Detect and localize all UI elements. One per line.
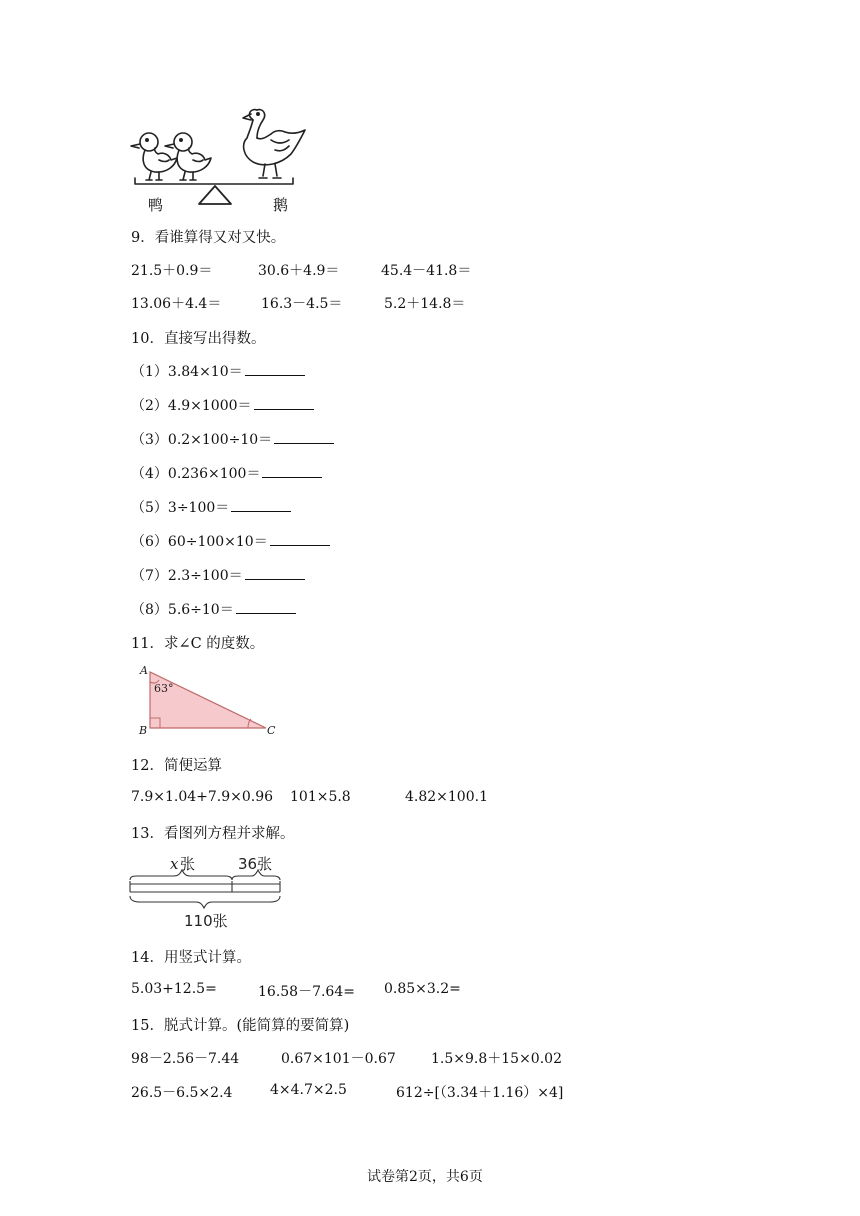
q9-problem: 45.4－41.8＝ — [381, 263, 472, 279]
q9-problem: 13.06＋4.4＝ — [131, 296, 222, 312]
goose-label: 鹅 — [273, 196, 289, 214]
triangle-shape — [150, 672, 266, 728]
segment-diagram — [128, 852, 288, 932]
q9-problem: 30.6＋4.9＝ — [258, 263, 340, 279]
q10-item: （4）0.236×100＝ — [131, 463, 322, 483]
vertex-b-label: B — [139, 724, 148, 737]
q15-problem: 0.67×101－0.67 — [281, 1051, 396, 1067]
duck-label: 鸭 — [148, 196, 164, 214]
q10-item: （1）3.84×10＝ — [131, 361, 305, 381]
q10-item: （2）4.9×1000＝ — [131, 395, 314, 415]
answer-blank[interactable] — [254, 397, 314, 410]
angle-a-value: 63° — [154, 682, 174, 695]
question-15-title: 15．脱式计算。(能简算的要简算) — [131, 1018, 350, 1034]
q15-problem: 26.5－6.5×2.4 — [131, 1085, 233, 1101]
bottom-brace — [130, 896, 280, 908]
goose-icon — [243, 110, 305, 178]
q10-item: （3）0.2×100÷10＝ — [131, 429, 334, 449]
vertex-c-label: C — [267, 724, 276, 737]
question-13-title: 13．看图列方程并求解。 — [131, 826, 295, 842]
q9-problem: 21.5＋0.9＝ — [131, 263, 213, 279]
q14-problem: 0.85×3.2= — [384, 981, 461, 997]
question-9-title: 9．看谁算得又对又快。 — [131, 230, 286, 246]
question-14-title: 14．用竖式计算。 — [131, 950, 251, 966]
question-10-title: 10．直接写出得数。 — [131, 331, 266, 347]
balance-fulcrum — [199, 186, 231, 204]
answer-blank[interactable] — [274, 431, 334, 444]
vertex-a-label: A — [140, 664, 148, 677]
q10-item: （5）3÷100＝ — [131, 497, 291, 517]
answer-blank[interactable] — [262, 465, 322, 478]
right-triangle-figure — [136, 660, 286, 740]
question-12-title: 12．简便运算 — [131, 758, 222, 774]
q12-problem: 101×5.8 — [290, 789, 351, 805]
q15-problem: 612÷[（3.34＋1.16）×4] — [396, 1085, 564, 1101]
q15-problem: 4×4.7×2.5 — [270, 1082, 347, 1098]
q10-item: （8）5.6÷10＝ — [131, 599, 296, 619]
q10-item: （7）2.3÷100＝ — [131, 565, 305, 585]
answer-blank[interactable] — [231, 499, 291, 512]
q15-problem: 98－2.56－7.44 — [131, 1051, 240, 1067]
q15-problem: 1.5×9.8＋15×0.02 — [431, 1051, 562, 1067]
duck-icon — [165, 133, 211, 180]
q12-problem: 4.82×100.1 — [405, 789, 488, 805]
question-11-title: 11．求∠C 的度数。 — [131, 636, 265, 652]
answer-blank[interactable] — [270, 533, 330, 546]
answer-blank[interactable] — [245, 567, 305, 580]
answer-blank[interactable] — [236, 601, 296, 614]
x-variable: x — [170, 855, 179, 873]
duck-icon — [131, 133, 177, 180]
page-footer: 试卷第2页，共6页 — [367, 1169, 483, 1185]
q14-problem: 5.03+12.5= — [131, 981, 217, 997]
q9-problem: 16.3－4.5＝ — [261, 296, 343, 312]
q10-item: （6）60÷100×10＝ — [131, 531, 330, 551]
part-36-label: 36张 — [238, 855, 273, 873]
q12-problem: 7.9×1.04+7.9×0.96 — [131, 789, 274, 805]
q9-problem: 5.2＋14.8＝ — [384, 296, 466, 312]
answer-blank[interactable] — [245, 363, 305, 376]
q14-problem: 16.58－7.64= — [258, 984, 355, 1000]
total-label: 110张 — [184, 912, 228, 930]
x-part-label: 张 — [180, 855, 196, 873]
